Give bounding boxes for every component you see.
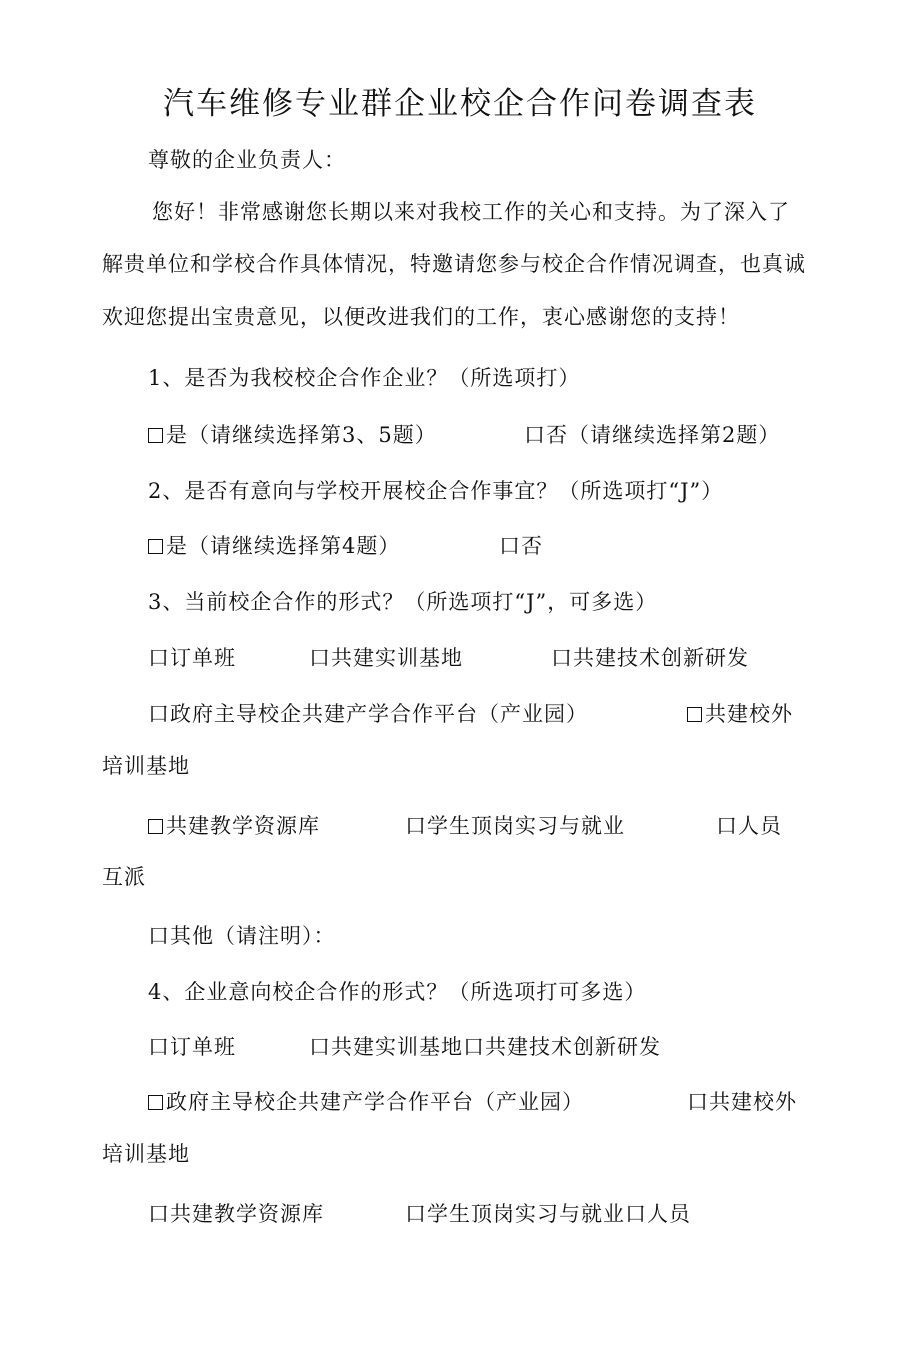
salutation: 尊敬的企业负责人： [148,148,346,172]
q3-option-resource-lib[interactable] [148,812,320,840]
q3-option-resource-lib-label: 共建教学资源库 [166,814,320,838]
q1-option-yes[interactable] [148,421,437,449]
q4-option-offsite-base[interactable]: 口共建校外 [687,1090,797,1114]
q3-option-offsite-base[interactable] [687,700,793,728]
q4-option-platform-label: 政府主导校企共建产学合作平台（产业园） [166,1090,584,1114]
q4-option-training-tech[interactable]: 口共建实训基地口共建技术创新研发 [309,1035,661,1059]
intro-line-2: 解贵单位和学校合作具体情况，特邀请您参与校企合作情况调查，也真诚 [102,252,806,276]
checkbox-icon[interactable] [148,428,163,443]
question-3: 3、当前校企合作的形式？（所选项打“J”，可多选） [148,590,658,614]
q3-option-other[interactable]: 口其他（请注明）： [148,924,336,948]
q4-option-resource-lib[interactable]: 口共建教学资源库 [148,1202,324,1226]
checkbox-icon[interactable] [148,539,163,554]
q3-option-tech-rd[interactable]: 口共建技术创新研发 [551,646,749,670]
q4-option-order-class[interactable]: 口订单班 [148,1035,236,1059]
q2-option-yes-label: 是（请继续选择第4题） [166,534,401,558]
q2-option-no[interactable]: 口否 [499,534,543,558]
q2-option-yes[interactable] [148,532,400,560]
q1-option-no[interactable]: 口否（请继续选择第2题） [524,423,781,447]
q3-option-order-class[interactable]: 口订单班 [148,646,236,670]
q3-option-offsite-base-label: 共建校外 [705,702,793,726]
q4-option-platform[interactable] [148,1088,584,1116]
document-title: 汽车维修专业群企业校企合作问卷调查表 [163,86,757,122]
intro-line-1: 您好！非常感谢您长期以来对我校工作的关心和支持。为了深入了 [152,200,790,224]
intro-line-3: 欢迎您提出宝贵意见，以便改进我们的工作，衷心感谢您的支持！ [102,305,740,329]
q3-option-internship[interactable]: 口学生顶岗实习与就业 [405,814,625,838]
q3-option-staff[interactable]: 口人员 [716,814,782,838]
checkbox-icon[interactable] [148,819,163,834]
question-4: 4、企业意向校企合作的形式？（所选项打可多选） [148,980,647,1004]
q4-option-offsite-base-cont: 培训基地 [102,1142,190,1166]
checkbox-icon[interactable] [687,707,702,722]
q1-option-yes-label: 是（请继续选择第3、5题） [166,423,437,447]
q3-option-platform[interactable]: 口政府主导校企共建产学合作平台（产业园） [148,702,588,726]
q3-option-offsite-base-cont: 培训基地 [102,754,190,778]
question-1: 1、是否为我校校企合作企业？（所选项打） [148,366,581,390]
q3-option-training-base[interactable]: 口共建实训基地 [309,646,463,670]
question-2: 2、是否有意向与学校开展校企合作事宜？（所选项打“J”） [148,479,724,503]
q3-option-staff-cont: 互派 [102,865,146,889]
checkbox-icon[interactable] [148,1095,163,1110]
q4-option-internship-staff[interactable]: 口学生顶岗实习与就业口人员 [405,1202,691,1226]
